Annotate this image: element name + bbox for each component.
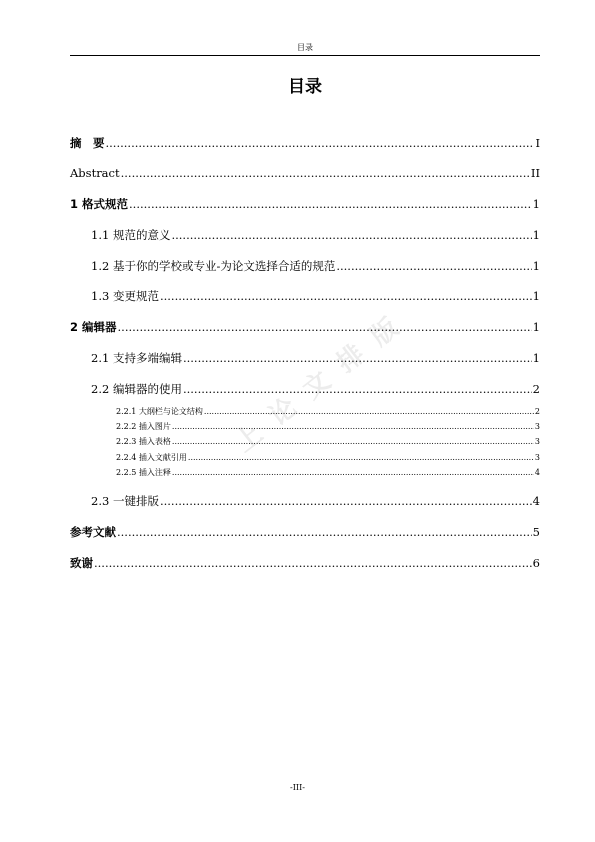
toc-entry-abstract-en[interactable]: [70, 166, 540, 180]
toc-entry-page: 1: [532, 197, 540, 211]
toc-entry-label: 摘 要: [70, 136, 105, 150]
toc-entry-section-2-2-3[interactable]: [116, 437, 540, 447]
toc-leader: [172, 468, 534, 478]
toc-entry-page: 1: [532, 289, 540, 303]
toc-entry-section-2-2-2[interactable]: [116, 422, 540, 432]
toc-entry-label: 2.2.1 大纲栏与论文结构: [116, 407, 203, 416]
toc-entry-section-1-1[interactable]: [91, 228, 540, 242]
toc-entry-page: 1: [532, 259, 540, 273]
toc-entry-page: 4: [534, 468, 540, 477]
toc-entry-label: 2.2.3 插入表格: [116, 437, 171, 446]
toc-entry-label: Abstract: [70, 166, 120, 180]
toc-entry-label: 2.2.5 插入注释: [116, 468, 171, 477]
toc-entry-page: 1: [532, 351, 540, 365]
toc-entry-page: 4: [532, 494, 540, 508]
toc-leader: [121, 166, 530, 180]
toc-entry-section-2-3[interactable]: [91, 494, 540, 508]
toc-leader: [160, 289, 532, 303]
toc-entry-section-2-2-1[interactable]: [116, 407, 540, 417]
toc-entry-label: 2.2 编辑器的使用: [91, 382, 182, 396]
toc-leader: [160, 494, 532, 508]
toc-entry-references[interactable]: [70, 525, 540, 539]
toc-entry-label: 2.1 支持多端编辑: [91, 351, 182, 365]
toc-leader: [336, 259, 531, 273]
toc-entry-page: 2: [534, 407, 540, 416]
toc-entry-label: 1.2 基于你的学校或专业-为论文选择合适的规范: [91, 259, 336, 273]
toc-entry-section-2-2-5[interactable]: [116, 468, 540, 478]
toc-leader: [183, 382, 532, 396]
toc-leader: [172, 437, 534, 447]
toc-leader: [117, 525, 532, 539]
toc-entry-label: 2 编辑器: [70, 320, 117, 334]
toc-entry-abstract-cn[interactable]: [70, 136, 540, 150]
toc-leader: [171, 228, 531, 242]
toc-leader: [94, 556, 532, 570]
toc-entry-page: 3: [534, 422, 540, 431]
running-header: 目录: [297, 43, 313, 52]
toc-entry-label: 1.1 规范的意义: [91, 228, 171, 242]
toc-entry-label: 致谢: [70, 556, 93, 570]
toc-entry-label: 2.2.4 插入文献引用: [116, 453, 187, 462]
toc-entry-chapter-2[interactable]: [70, 320, 540, 334]
toc-entry-page: II: [530, 166, 540, 180]
toc-entry-label: 2.3 一键排版: [91, 494, 159, 508]
toc-entry-chapter-1[interactable]: [70, 197, 540, 211]
toc-entry-label: 参考文献: [70, 525, 116, 539]
watermark: 上 论 文 排 版: [229, 310, 408, 459]
toc-entry-label: 1 格式规范: [70, 197, 129, 211]
toc-entry-label: 2.2.2 插入图片: [116, 422, 171, 431]
toc-leader: [118, 320, 532, 334]
toc-entry-acknowledgements[interactable]: [70, 556, 540, 570]
toc-entry-section-1-3[interactable]: [91, 289, 540, 303]
toc-entry-page: 1: [532, 320, 540, 334]
toc-entry-section-1-2[interactable]: [91, 259, 540, 273]
toc-entry-page: 2: [532, 382, 540, 396]
page-title: 目录: [288, 77, 322, 97]
toc-entry-page: 6: [532, 556, 540, 570]
toc-entry-page: 3: [534, 437, 540, 446]
toc-entry-page: 5: [532, 525, 540, 539]
toc-leader: [188, 453, 534, 463]
toc-entry-page: 3: [534, 453, 540, 462]
toc-entry-page: I: [535, 136, 540, 150]
toc-entry-section-2-2-4[interactable]: [116, 453, 540, 463]
toc-entry-label: 1.3 变更规范: [91, 289, 159, 303]
page-number: -III-: [290, 783, 305, 792]
toc-leader: [106, 136, 535, 150]
toc-entry-page: 1: [532, 228, 540, 242]
header-rule: [70, 55, 540, 56]
toc-leader: [129, 197, 532, 211]
